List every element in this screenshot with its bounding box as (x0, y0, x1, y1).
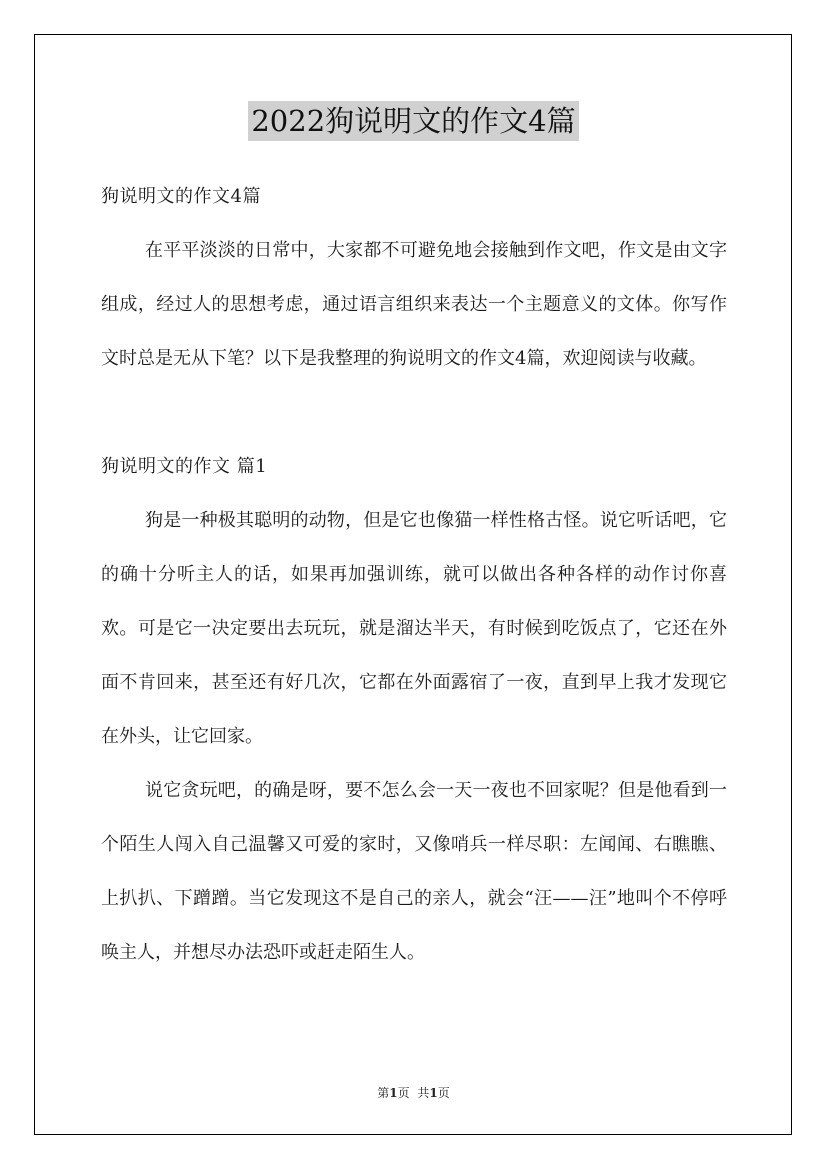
document-title: 2022狗说明文的作文4篇 (248, 101, 578, 141)
footer-total-prefix: 共 (417, 1086, 430, 1100)
section1-paragraph-2: 说它贪玩吧，的确是呀，要不怎么会一天一夜也不回家呢？但是他看到一个陌生人闯入自己温馨又可爱的家时，又像哨兵一样尽职：左闻闻、右瞧瞧、上扒扒、下蹭蹭。当它发现这不是自己的亲人，就会“汪——汪”地叫个不停呼唤主人，并想尽办法恐吓或赶走陌生人。 (101, 780, 727, 963)
document-body (101, 170, 727, 980)
title-container (0, 101, 827, 141)
footer-total-suffix: 页 (437, 1086, 450, 1100)
section1-heading: 狗说明文的作文 篇1 (101, 456, 268, 477)
footer-page-number: 1 (389, 1086, 398, 1100)
footer-page-prefix: 第 (377, 1086, 390, 1100)
footer-page-suffix: 页 (397, 1086, 410, 1100)
page-footer (0, 1084, 827, 1101)
section1-paragraph-1: 狗是一种极其聪明的动物，但是它也像猫一样性格古怪。说它听话吧，它的确十分听主人的话，如果再加强训练，就可以做出各种各样的动作讨你喜欢。可是它一决定要出去玩玩，就是溜达半天，有时候到吃饭点了，它还在外面不肯回来，甚至还有好几次，它都在外面露宿了一夜，直到早上我才发现它在外头，让它回家。 (101, 510, 727, 747)
intro-paragraph: 在平平淡淡的日常中，大家都不可避免地会接触到作文吧，作文是由文字组成，经过人的思想考虑，通过语言组织来表达一个主题意义的文体。你写作文时总是无从下笔？以下是我整理的狗说明文的作文4篇，欢迎阅读与收藏。 (101, 240, 727, 369)
document-subtitle: 狗说明文的作文4篇 (101, 186, 261, 207)
footer-total-number: 1 (429, 1086, 438, 1100)
section-spacer (101, 386, 727, 440)
